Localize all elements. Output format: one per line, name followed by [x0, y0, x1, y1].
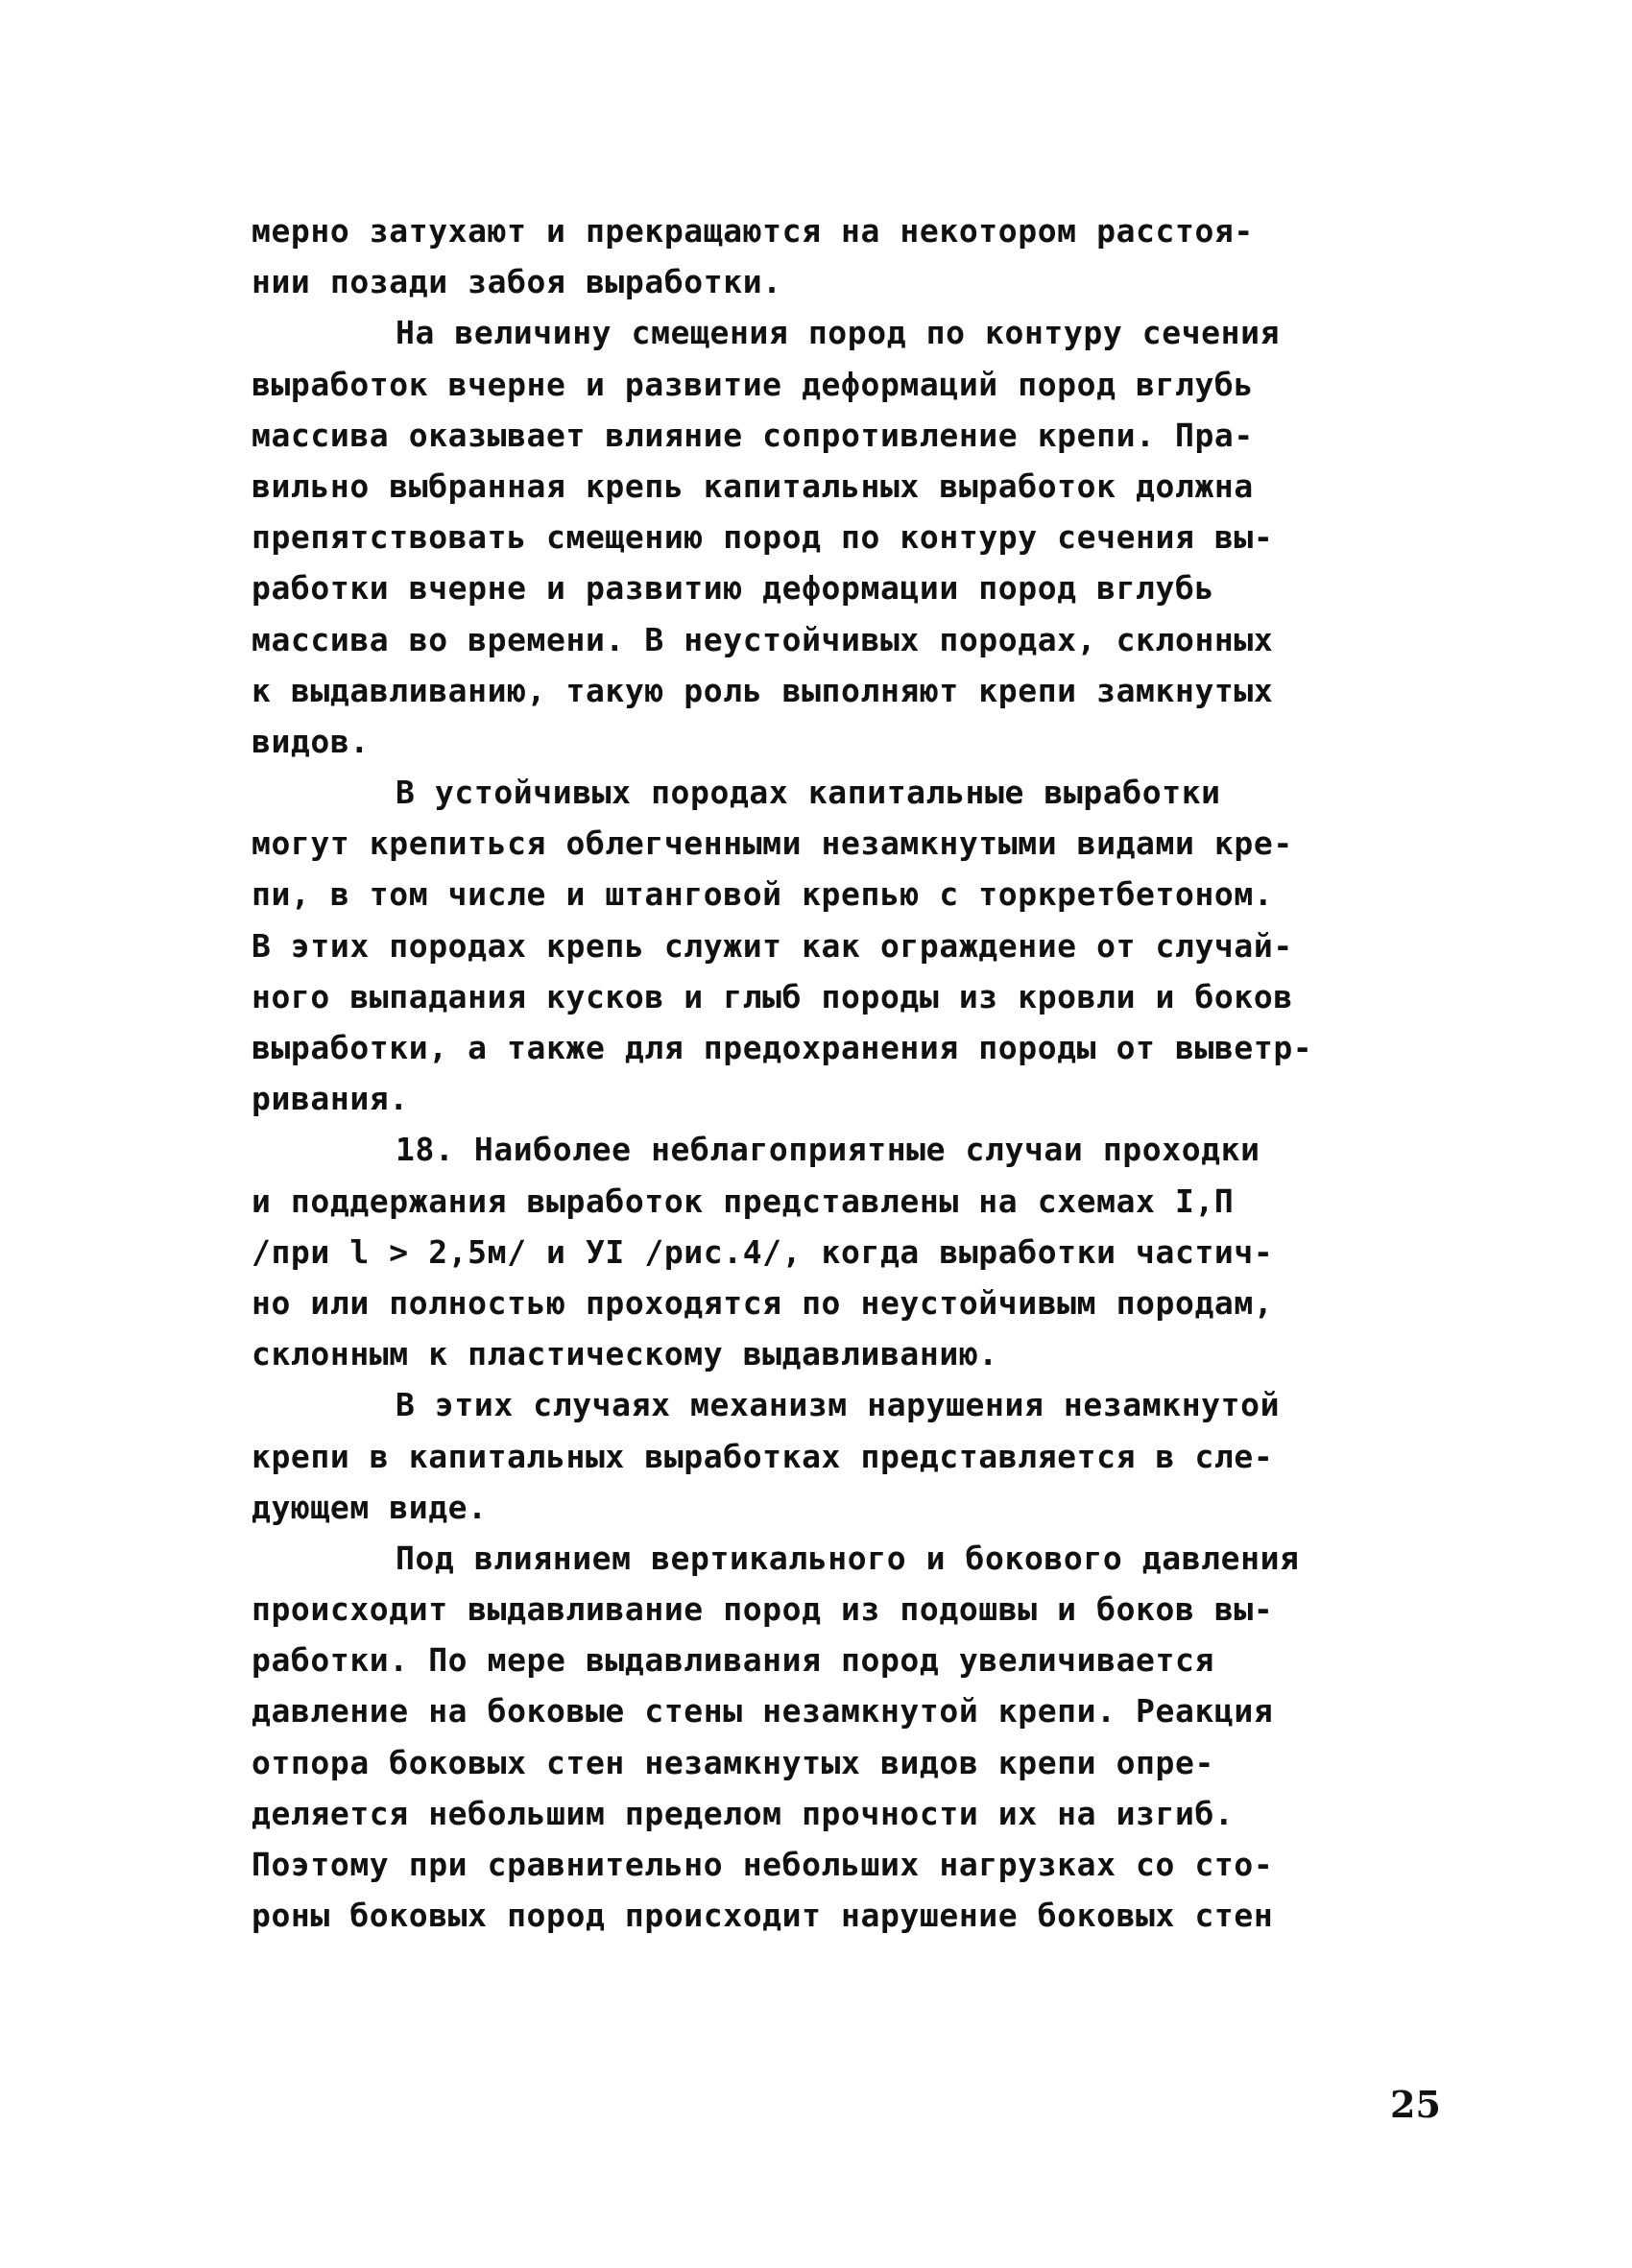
text-line: отпора боковых стен незамкнутых видов крепи опре- — [252, 1743, 1214, 1781]
text-line: к выдавливанию, такую роль выполняют крепи замкнутых — [252, 671, 1274, 709]
body-text — [252, 205, 1404, 1941]
text-line: нии позади забоя выработки. — [252, 263, 782, 301]
text-line: склонным к пластическому выдавливанию. — [252, 1335, 998, 1373]
text-line: деляется небольшим пределом прочности их на изгиб. — [252, 1794, 1235, 1832]
text-line: ривания. — [252, 1080, 409, 1118]
text-line: работки вчерне и развитию деформации пород вглубь — [252, 569, 1214, 608]
text-line: массива во времени. В неустойчивых породах, склонных — [252, 620, 1274, 658]
text-line: пи, в том числе и штанговой крепью с торкретбетоном. — [252, 875, 1274, 914]
paragraph-first-line: В этих случаях механизм нарушения незамкнутой — [396, 1386, 1281, 1424]
text-line: выработки, а также для предохранения породы от выветр- — [252, 1029, 1313, 1066]
text-line: и поддержания выработок представлены на схемах I,П — [252, 1182, 1235, 1220]
paragraph-first-line: На величину смещения пород по контуру сечения — [396, 314, 1281, 352]
text-line: но или полностью проходятся по неустойчивым породам, — [252, 1283, 1274, 1322]
text-line: Поэтому при сравнительно небольших нагрузках со сто- — [252, 1846, 1274, 1883]
text-line: В этих породах крепь служит как ограждение от случай- — [252, 926, 1293, 965]
page-number: 25 — [1390, 2083, 1441, 2126]
text-line: препятствовать смещению пород по контуру сечения вы- — [252, 518, 1274, 557]
paragraph-first-line: 18. Наиболее неблагоприятные случаи проходки — [396, 1131, 1260, 1169]
text-line: вильно выбранная крепь капитальных выработок должна — [252, 466, 1254, 505]
text-line: работки. По мере выдавливания пород увеличивается — [252, 1641, 1214, 1680]
text-line: мерно затухают и прекращаются на некотором расстоя- — [252, 212, 1254, 250]
paragraph-first-line: В устойчивых породах капитальные выработки — [396, 774, 1221, 812]
text-line: видов. — [252, 722, 370, 760]
text-line: происходит выдавливание пород из подошвы и боков вы- — [252, 1590, 1274, 1629]
text-line: массива оказывает влияние сопротивление крепи. Пра- — [252, 416, 1254, 454]
text-line: ного выпадания кусков и глыб породы из кровли и боков — [252, 977, 1293, 1015]
text-line: давление на боковые стены незамкнутой крепи. Реакция — [252, 1692, 1274, 1731]
paragraph-first-line: Под влиянием вертикального и бокового давления — [396, 1539, 1300, 1577]
text-line: дующем виде. — [252, 1488, 488, 1526]
text-line: крепи в капитальных выработках представляется в сле- — [252, 1437, 1274, 1475]
text-line: могут крепиться облегченными незамкнутыми видами кре- — [252, 824, 1293, 863]
text-line: роны боковых пород происходит нарушение боковых стен — [252, 1897, 1274, 1935]
text-line: /при l > 2,5м/ и УI /рис.4/, когда выработки частич- — [252, 1232, 1274, 1271]
text-line: выработок вчерне и развитие деформаций пород вглубь — [252, 365, 1254, 403]
